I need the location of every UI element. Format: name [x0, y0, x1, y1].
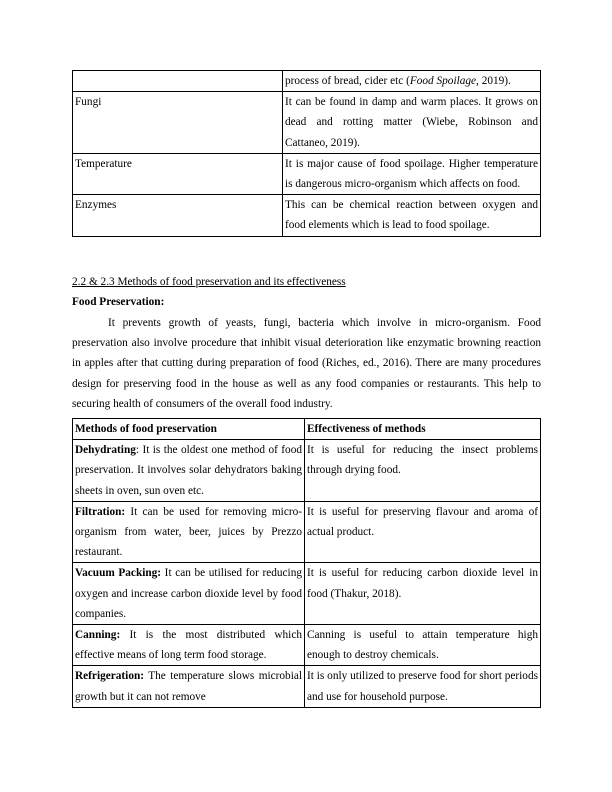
factor-cell: Enzymes — [73, 195, 283, 236]
section-heading: 2.2 & 2.3 Methods of food preservation and its effectiveness — [72, 276, 346, 288]
table-row — [73, 92, 541, 154]
table-header-row — [73, 419, 541, 440]
method-cell: Canning: It is the most distributed which effective means of long term food storage. — [73, 625, 305, 666]
method-cell: Refrigeration: The temperature slows microbial growth but it can not remove — [73, 666, 305, 707]
table-row — [73, 666, 541, 707]
effect-cell: It is useful for reducing the insect problems through drying food. — [305, 440, 541, 502]
method-cell: Filtration: It can be used for removing micro-organism from water, beer, juices by Prezzo restaurant. — [73, 501, 305, 563]
table-row — [73, 501, 541, 563]
column-header: Methods of food preservation — [73, 419, 305, 440]
method-cell: Dehydrating: It is the oldest one method of food preservation. It involves solar dehydrators baking sheets in oven, sun oven etc. — [73, 440, 305, 502]
column-header: Effectiveness of methods — [305, 419, 541, 440]
preservation-methods-table — [72, 418, 541, 708]
effect-cell: Canning is useful to attain temperature high enough to destroy chemicals. — [305, 625, 541, 666]
description-cell: It can be found in damp and warm places. It grows on dead and rotting matter (Wiebe, Robinson and Cattaneo, 2019). — [283, 92, 541, 154]
effect-cell: It is only utilized to preserve food for short periods and use for household purpose. — [305, 666, 541, 707]
factor-cell: Temperature — [73, 153, 283, 194]
table-row — [73, 71, 541, 92]
factor-cell: Fungi — [73, 92, 283, 154]
body-paragraph: It prevents growth of yeasts, fungi, bacteria which involve in micro-organism. Food preservation also involve procedure that inhibit visual deterioration like enzymatic browning reaction in apples after that cutting during preparation of food (Riches, ed., 2016). There are many procedures design for preserving food in the house as well as any food companies or restaurants. This help to securing health of consumers of the overall food industry. — [72, 317, 541, 410]
table-row — [73, 625, 541, 666]
effect-cell: It is useful for reducing carbon dioxide level in food (Thakur, 2018). — [305, 563, 541, 625]
factor-cell — [73, 71, 283, 92]
description-cell: It is major cause of food spoilage. Higher temperature is dangerous micro-organism which affects on food. — [283, 153, 541, 194]
description-cell: process of bread, cider etc (Food Spoilage, 2019). — [283, 71, 541, 92]
section-subheading: Food Preservation: — [72, 296, 165, 308]
effect-cell: It is useful for preserving flavour and aroma of actual product. — [305, 501, 541, 563]
table-row — [73, 563, 541, 625]
table-row — [73, 440, 541, 502]
table-row — [73, 195, 541, 236]
description-cell: This can be chemical reaction between oxygen and food elements which is lead to food spoilage. — [283, 195, 541, 236]
table-row — [73, 153, 541, 194]
spoilage-factors-table — [72, 70, 541, 237]
method-cell: Vacuum Packing: It can be utilised for reducing oxygen and increase carbon dioxide level by food companies. — [73, 563, 305, 625]
